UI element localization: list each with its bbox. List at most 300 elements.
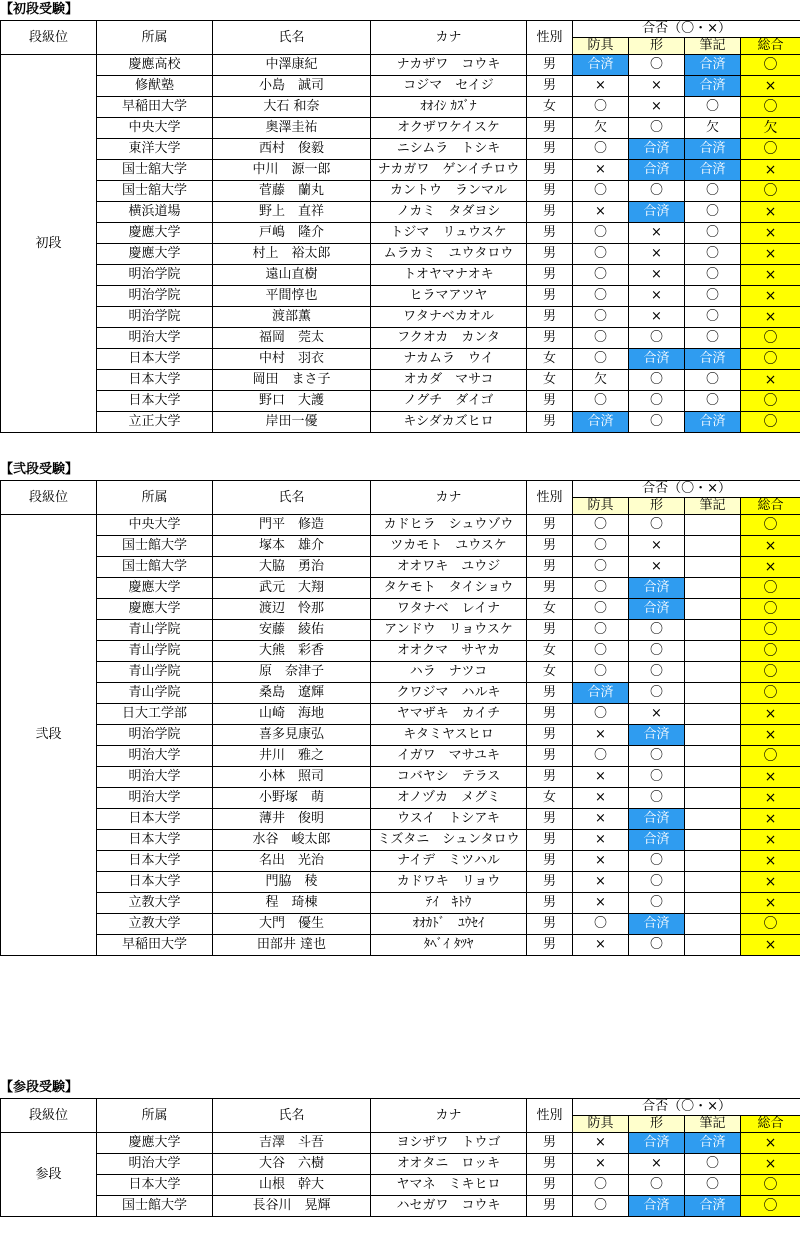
gender-cell: 男: [527, 809, 573, 830]
affiliation-cell: 立正大学: [97, 412, 213, 433]
hikki-result-cell: 合済: [685, 412, 741, 433]
affiliation-cell: 明治学院: [97, 725, 213, 746]
results-table: [0, 480, 800, 956]
bogu-result-cell: ×: [573, 893, 629, 914]
hikki-result-cell: [685, 746, 741, 767]
kata-result-cell: 合済: [629, 349, 685, 370]
gender-cell: 男: [527, 872, 573, 893]
header-kata: 形: [629, 1116, 685, 1133]
bogu-result-cell: 〇: [573, 244, 629, 265]
total-result-cell: ×: [741, 872, 800, 893]
kata-result-cell: 〇: [629, 328, 685, 349]
header-result-group: 合否（〇・×）: [573, 1099, 800, 1116]
kata-result-cell: 〇: [629, 746, 685, 767]
kana-cell: オノヅカ メグミ: [371, 788, 527, 809]
hikki-result-cell: [685, 662, 741, 683]
hikki-result-cell: 〇: [685, 307, 741, 328]
header-bogu: 防具: [573, 498, 629, 515]
kana-cell: ノグチ ダイゴ: [371, 391, 527, 412]
rank-cell: 初段: [1, 55, 97, 433]
kata-result-cell: ×: [629, 307, 685, 328]
header-total: 総合: [741, 1116, 800, 1133]
kata-result-cell: 〇: [629, 370, 685, 391]
kata-result-cell: ×: [629, 557, 685, 578]
kata-result-cell: ×: [629, 97, 685, 118]
kana-cell: コジマ セイジ: [371, 76, 527, 97]
name-cell: 平間惇也: [213, 286, 371, 307]
bogu-result-cell: 〇: [573, 662, 629, 683]
total-result-cell: 〇: [741, 412, 800, 433]
total-result-cell: 〇: [741, 914, 800, 935]
name-cell: 中澤康紀: [213, 55, 371, 76]
affiliation-cell: 早稲田大学: [97, 97, 213, 118]
kana-cell: クワジマ ハルキ: [371, 683, 527, 704]
kana-cell: ウスイ トシアキ: [371, 809, 527, 830]
kana-cell: キタミヤスヒロ: [371, 725, 527, 746]
name-cell: 原 奈津子: [213, 662, 371, 683]
kana-cell: ナカガワ ゲンイチロウ: [371, 160, 527, 181]
kata-result-cell: ×: [629, 244, 685, 265]
affiliation-cell: 日本大学: [97, 872, 213, 893]
rank-cell: 弐段: [1, 515, 97, 956]
bogu-result-cell: ×: [573, 809, 629, 830]
total-result-cell: ×: [741, 704, 800, 725]
table-row: [1, 746, 800, 767]
gender-cell: 男: [527, 223, 573, 244]
table-row: [1, 830, 800, 851]
header-total: 総合: [741, 498, 800, 515]
bogu-result-cell: 合済: [573, 412, 629, 433]
table-row: [1, 1175, 800, 1196]
kata-result-cell: ×: [629, 1154, 685, 1175]
affiliation-cell: 青山学院: [97, 662, 213, 683]
kana-cell: ツカモト ユウスケ: [371, 536, 527, 557]
kana-cell: ﾀﾍﾞｲ ﾀﾂﾔ: [371, 935, 527, 956]
name-cell: 塚本 雄介: [213, 536, 371, 557]
total-result-cell: ×: [741, 307, 800, 328]
bogu-result-cell: ×: [573, 1154, 629, 1175]
hikki-result-cell: [685, 788, 741, 809]
kana-cell: タケモト タイショウ: [371, 578, 527, 599]
name-cell: 大谷 六樹: [213, 1154, 371, 1175]
header-hikki: 筆記: [685, 38, 741, 55]
table-row: [1, 620, 800, 641]
kana-cell: ナカムラ ウイ: [371, 349, 527, 370]
gender-cell: 男: [527, 536, 573, 557]
header-bogu: 防具: [573, 38, 629, 55]
name-cell: 程 琦棟: [213, 893, 371, 914]
bogu-result-cell: 欠: [573, 370, 629, 391]
total-result-cell: ×: [741, 223, 800, 244]
bogu-result-cell: 〇: [573, 599, 629, 620]
total-result-cell: 〇: [741, 1196, 800, 1217]
hikki-result-cell: 〇: [685, 286, 741, 307]
kana-cell: ヤマネ ミキヒロ: [371, 1175, 527, 1196]
kata-result-cell: 合済: [629, 578, 685, 599]
hikki-result-cell: [685, 893, 741, 914]
header-kana: カナ: [371, 1099, 527, 1133]
name-cell: 小野塚 萌: [213, 788, 371, 809]
affiliation-cell: 慶應大学: [97, 244, 213, 265]
kana-cell: フクオカ カンタ: [371, 328, 527, 349]
gender-cell: 男: [527, 1133, 573, 1154]
hikki-result-cell: 合済: [685, 55, 741, 76]
hikki-result-cell: 合済: [685, 1133, 741, 1154]
table-row: [1, 412, 800, 433]
header-affiliation: 所属: [97, 481, 213, 515]
bogu-result-cell: 〇: [573, 1175, 629, 1196]
header-kata: 形: [629, 38, 685, 55]
hikki-result-cell: 〇: [685, 97, 741, 118]
kana-cell: オカダ マサコ: [371, 370, 527, 391]
hikki-result-cell: 〇: [685, 1154, 741, 1175]
rank-cell: 参段: [1, 1133, 97, 1217]
kata-result-cell: ×: [629, 223, 685, 244]
total-result-cell: ×: [741, 767, 800, 788]
gender-cell: 男: [527, 893, 573, 914]
bogu-result-cell: 〇: [573, 181, 629, 202]
hikki-result-cell: [685, 935, 741, 956]
affiliation-cell: 国士館大学: [97, 557, 213, 578]
bogu-result-cell: ×: [573, 767, 629, 788]
gender-cell: 男: [527, 76, 573, 97]
table-row: [1, 893, 800, 914]
kata-result-cell: 〇: [629, 788, 685, 809]
table-row: [1, 809, 800, 830]
gender-cell: 男: [527, 139, 573, 160]
name-cell: 福岡 莞太: [213, 328, 371, 349]
affiliation-cell: 慶應大学: [97, 1133, 213, 1154]
bogu-result-cell: 欠: [573, 118, 629, 139]
kana-cell: ナイデ ミツハル: [371, 851, 527, 872]
gender-cell: 男: [527, 620, 573, 641]
bogu-result-cell: 〇: [573, 515, 629, 536]
name-cell: 小島 誠司: [213, 76, 371, 97]
table-row: [1, 160, 800, 181]
total-result-cell: 〇: [741, 746, 800, 767]
header-name: 氏名: [213, 481, 371, 515]
header-rank: 段級位: [1, 1099, 97, 1133]
hikki-result-cell: 〇: [685, 181, 741, 202]
table-row: [1, 641, 800, 662]
kata-result-cell: 合済: [629, 830, 685, 851]
affiliation-cell: 日本大学: [97, 851, 213, 872]
bogu-result-cell: 〇: [573, 349, 629, 370]
name-cell: 中村 羽衣: [213, 349, 371, 370]
table-row: [1, 55, 800, 76]
hikki-result-cell: 〇: [685, 244, 741, 265]
kata-result-cell: 合済: [629, 599, 685, 620]
gender-cell: 男: [527, 328, 573, 349]
bogu-result-cell: ×: [573, 1133, 629, 1154]
gender-cell: 男: [527, 851, 573, 872]
kata-result-cell: 合済: [629, 1196, 685, 1217]
gender-cell: 女: [527, 97, 573, 118]
hikki-result-cell: [685, 704, 741, 725]
name-cell: 野口 大護: [213, 391, 371, 412]
bogu-result-cell: 〇: [573, 265, 629, 286]
header-gender: 性別: [527, 21, 573, 55]
hikki-result-cell: 〇: [685, 391, 741, 412]
gender-cell: 男: [527, 181, 573, 202]
total-result-cell: ×: [741, 76, 800, 97]
kata-result-cell: 〇: [629, 662, 685, 683]
kata-result-cell: 合済: [629, 160, 685, 181]
hikki-result-cell: 合済: [685, 76, 741, 97]
table-row: [1, 1154, 800, 1175]
table-row: [1, 202, 800, 223]
kana-cell: カドワキ リョウ: [371, 872, 527, 893]
header-kana: カナ: [371, 21, 527, 55]
section-title: 【弐段受験】: [0, 462, 79, 477]
hikki-result-cell: 〇: [685, 328, 741, 349]
table-row: [1, 536, 800, 557]
kana-cell: ハラ ナツコ: [371, 662, 527, 683]
kana-cell: アンドウ リョウスケ: [371, 620, 527, 641]
affiliation-cell: 日本大学: [97, 391, 213, 412]
affiliation-cell: 国士舘大学: [97, 160, 213, 181]
header-result-group: 合否（〇・×）: [573, 21, 800, 38]
table-row: [1, 662, 800, 683]
gender-cell: 男: [527, 1175, 573, 1196]
affiliation-cell: 明治学院: [97, 307, 213, 328]
name-cell: 菅藤 蘭丸: [213, 181, 371, 202]
hikki-result-cell: 〇: [685, 265, 741, 286]
header-name: 氏名: [213, 21, 371, 55]
kata-result-cell: 合済: [629, 1133, 685, 1154]
table-row: [1, 704, 800, 725]
hikki-result-cell: [685, 725, 741, 746]
total-result-cell: ×: [741, 536, 800, 557]
total-result-cell: ×: [741, 160, 800, 181]
table-row: [1, 349, 800, 370]
hikki-result-cell: [685, 578, 741, 599]
affiliation-cell: 立教大学: [97, 893, 213, 914]
bogu-result-cell: 〇: [573, 746, 629, 767]
bogu-result-cell: 〇: [573, 97, 629, 118]
gender-cell: 男: [527, 578, 573, 599]
table-row: [1, 139, 800, 160]
affiliation-cell: 明治大学: [97, 746, 213, 767]
table-row: [1, 914, 800, 935]
bogu-result-cell: 〇: [573, 391, 629, 412]
kana-cell: ミズタニ シュンタロウ: [371, 830, 527, 851]
hikki-result-cell: 〇: [685, 223, 741, 244]
hikki-result-cell: [685, 599, 741, 620]
kata-result-cell: 〇: [629, 935, 685, 956]
name-cell: 大石 和奈: [213, 97, 371, 118]
header-kata: 形: [629, 498, 685, 515]
kana-cell: トオヤマナオキ: [371, 265, 527, 286]
gender-cell: 男: [527, 767, 573, 788]
gender-cell: 男: [527, 683, 573, 704]
affiliation-cell: 明治大学: [97, 788, 213, 809]
total-result-cell: ×: [741, 788, 800, 809]
kata-result-cell: 〇: [629, 851, 685, 872]
hikki-result-cell: [685, 641, 741, 662]
gender-cell: 男: [527, 160, 573, 181]
bogu-result-cell: ×: [573, 725, 629, 746]
affiliation-cell: 中央大学: [97, 515, 213, 536]
total-result-cell: ×: [741, 830, 800, 851]
hikki-result-cell: [685, 914, 741, 935]
name-cell: 山根 幹大: [213, 1175, 371, 1196]
total-result-cell: ×: [741, 851, 800, 872]
kana-cell: ノカミ タダヨシ: [371, 202, 527, 223]
kata-result-cell: ×: [629, 286, 685, 307]
gender-cell: 男: [527, 725, 573, 746]
kana-cell: ｵｵｶﾄﾞ ﾕｳｾｲ: [371, 914, 527, 935]
kana-cell: ヨシザワ トウゴ: [371, 1133, 527, 1154]
table-row: [1, 1196, 800, 1217]
total-result-cell: 〇: [741, 97, 800, 118]
table-row: [1, 370, 800, 391]
name-cell: 長谷川 晃輝: [213, 1196, 371, 1217]
total-result-cell: 〇: [741, 55, 800, 76]
name-cell: 中川 源一郎: [213, 160, 371, 181]
gender-cell: 男: [527, 746, 573, 767]
gender-cell: 男: [527, 265, 573, 286]
kana-cell: ｵｵｲｼ ｶｽﾞﾅ: [371, 97, 527, 118]
name-cell: 吉澤 斗吾: [213, 1133, 371, 1154]
gender-cell: 女: [527, 599, 573, 620]
name-cell: 武元 大翔: [213, 578, 371, 599]
kana-cell: オオワキ ユウジ: [371, 557, 527, 578]
kana-cell: ニシムラ トシキ: [371, 139, 527, 160]
bogu-result-cell: 〇: [573, 536, 629, 557]
total-result-cell: 〇: [741, 641, 800, 662]
name-cell: 桑島 遼輝: [213, 683, 371, 704]
kata-result-cell: 〇: [629, 893, 685, 914]
gender-cell: 男: [527, 55, 573, 76]
gender-cell: 男: [527, 202, 573, 223]
total-result-cell: ×: [741, 1133, 800, 1154]
bogu-result-cell: 〇: [573, 620, 629, 641]
kana-cell: オオタニ ロッキ: [371, 1154, 527, 1175]
total-result-cell: 〇: [741, 662, 800, 683]
bogu-result-cell: 〇: [573, 557, 629, 578]
name-cell: 大脇 勇治: [213, 557, 371, 578]
table-row: [1, 515, 800, 536]
header-affiliation: 所属: [97, 21, 213, 55]
gender-cell: 女: [527, 662, 573, 683]
bogu-result-cell: ×: [573, 160, 629, 181]
affiliation-cell: 青山学院: [97, 683, 213, 704]
kana-cell: ワタナベ レイナ: [371, 599, 527, 620]
bogu-result-cell: ×: [573, 76, 629, 97]
table-row: [1, 851, 800, 872]
affiliation-cell: 明治大学: [97, 328, 213, 349]
gender-cell: 男: [527, 307, 573, 328]
table-row: [1, 578, 800, 599]
bogu-result-cell: 〇: [573, 914, 629, 935]
table-row: [1, 97, 800, 118]
total-result-cell: 〇: [741, 683, 800, 704]
header-row: [1, 481, 800, 498]
bogu-result-cell: 〇: [573, 223, 629, 244]
affiliation-cell: 国士舘大学: [97, 181, 213, 202]
affiliation-cell: 横浜道場: [97, 202, 213, 223]
hikki-result-cell: [685, 515, 741, 536]
kata-result-cell: ×: [629, 265, 685, 286]
affiliation-cell: 慶應大学: [97, 578, 213, 599]
kana-cell: ナカザワ コウキ: [371, 55, 527, 76]
affiliation-cell: 中央大学: [97, 118, 213, 139]
gender-cell: 男: [527, 391, 573, 412]
table-row: [1, 725, 800, 746]
name-cell: 名出 光治: [213, 851, 371, 872]
bogu-result-cell: 〇: [573, 704, 629, 725]
header-hikki: 筆記: [685, 498, 741, 515]
hikki-result-cell: [685, 536, 741, 557]
total-result-cell: 〇: [741, 349, 800, 370]
affiliation-cell: 明治学院: [97, 286, 213, 307]
gender-cell: 男: [527, 1154, 573, 1175]
gender-cell: 男: [527, 830, 573, 851]
table-row: [1, 872, 800, 893]
affiliation-cell: 慶應大学: [97, 223, 213, 244]
hikki-result-cell: [685, 557, 741, 578]
total-result-cell: 〇: [741, 578, 800, 599]
kata-result-cell: 合済: [629, 725, 685, 746]
table-row: [1, 307, 800, 328]
gender-cell: 男: [527, 244, 573, 265]
bogu-result-cell: ×: [573, 851, 629, 872]
table-row: [1, 599, 800, 620]
kata-result-cell: ×: [629, 76, 685, 97]
hikki-result-cell: [685, 872, 741, 893]
total-result-cell: ×: [741, 725, 800, 746]
total-result-cell: ×: [741, 244, 800, 265]
bogu-result-cell: ×: [573, 202, 629, 223]
name-cell: 井川 雅之: [213, 746, 371, 767]
table-row: [1, 244, 800, 265]
gender-cell: 男: [527, 935, 573, 956]
kana-cell: ムラカミ ユウタロウ: [371, 244, 527, 265]
name-cell: 門脇 稜: [213, 872, 371, 893]
table-row: [1, 683, 800, 704]
header-total: 総合: [741, 38, 800, 55]
hikki-result-cell: [685, 620, 741, 641]
table-row: [1, 265, 800, 286]
total-result-cell: ×: [741, 935, 800, 956]
name-cell: 喜多見康弘: [213, 725, 371, 746]
gender-cell: 男: [527, 914, 573, 935]
total-result-cell: ×: [741, 286, 800, 307]
table-row: [1, 181, 800, 202]
hikki-result-cell: [685, 809, 741, 830]
kana-cell: ﾃｲ ｷﾄｳ: [371, 893, 527, 914]
total-result-cell: ×: [741, 557, 800, 578]
table-row: [1, 935, 800, 956]
name-cell: 渡部薫: [213, 307, 371, 328]
name-cell: 野上 直祥: [213, 202, 371, 223]
total-result-cell: 〇: [741, 1175, 800, 1196]
name-cell: 安藤 綾佑: [213, 620, 371, 641]
header-affiliation: 所属: [97, 1099, 213, 1133]
kana-cell: カントウ ランマル: [371, 181, 527, 202]
kata-result-cell: 合済: [629, 914, 685, 935]
hikki-result-cell: 〇: [685, 370, 741, 391]
table-row: [1, 328, 800, 349]
kana-cell: イガワ マサユキ: [371, 746, 527, 767]
table-row: [1, 118, 800, 139]
header-hikki: 筆記: [685, 1116, 741, 1133]
hikki-result-cell: 合済: [685, 1196, 741, 1217]
table-row: [1, 767, 800, 788]
kana-cell: カドヒラ シュウゾウ: [371, 515, 527, 536]
bogu-result-cell: ×: [573, 788, 629, 809]
